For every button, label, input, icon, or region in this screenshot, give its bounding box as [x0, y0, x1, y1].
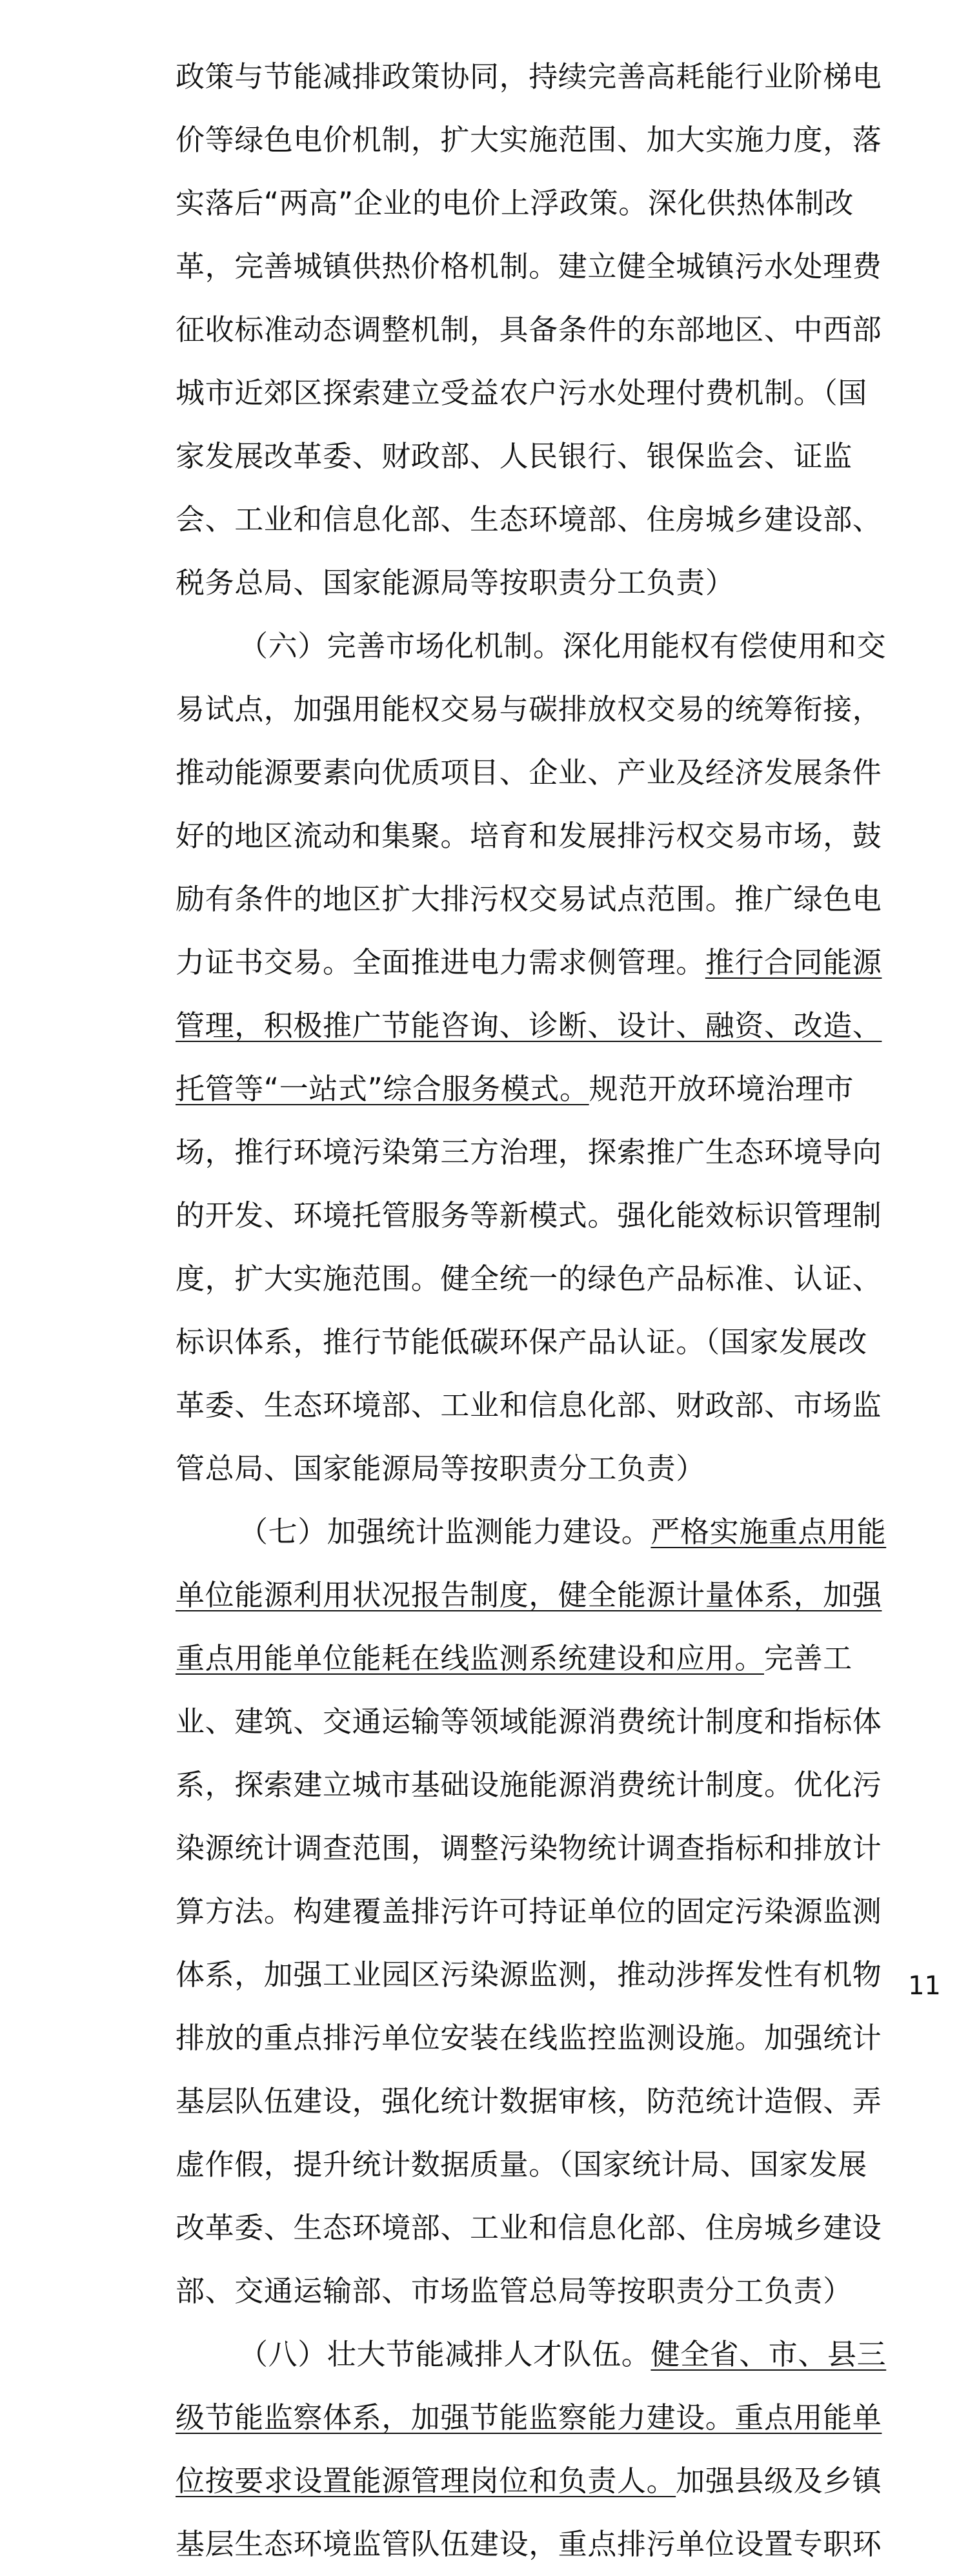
text-line [176, 1374, 932, 1437]
text-line [176, 1627, 932, 1690]
text-segment: 规范开放环境治理市 [589, 1072, 854, 1106]
page-number: 11 [908, 1971, 941, 2001]
text-segment: 基层生态环境监管队伍建设，重点排污单位设置专职环 [176, 2527, 882, 2561]
text-line [176, 2513, 932, 2576]
text-segment: 染源统计调查范围，调整污染物统计调查指标和排放计 [176, 1831, 882, 1865]
text-segment: 的开发、环境托管服务等新模式。强化能效标识管理制 [176, 1198, 882, 1232]
text-segment: 完善工 [764, 1641, 852, 1675]
text-segment: （六）完善市场化机制。深化用能权有偿使用和交 [239, 629, 887, 663]
text-line [176, 1311, 932, 1374]
underlined-text: 重点用能单位能耗在线监测系统建设和应用。 [176, 1641, 765, 1675]
text-segment: 实落后“两高”企业的电价上浮政策。深化供热体制改 [176, 186, 854, 220]
text-segment: 征收标准动态调整机制，具备条件的东部地区、中西部 [176, 312, 882, 347]
text-segment: 部、交通运输部、市场监管总局等按职责分工负责） [176, 2274, 852, 2308]
text-segment: 虚作假，提升统计数据质量。（国家统计局、国家发展 [176, 2147, 867, 2182]
text-segment: 体系，加强工业园区污染源监测，推动涉挥发性有机物 [176, 1958, 882, 1992]
text-line [176, 2007, 932, 2070]
text-segment: 力证书交易。全面推进电力需求侧管理。 [176, 945, 705, 979]
text-line [176, 362, 932, 425]
text-segment: 系，探索建立城市基础设施能源消费统计制度。优化污 [176, 1768, 882, 1802]
text-line [176, 425, 932, 488]
text-line [176, 1817, 932, 1880]
text-line [176, 2196, 932, 2260]
text-line [176, 615, 932, 678]
text-line [176, 994, 932, 1058]
text-segment: 算方法。构建覆盖排污许可持证单位的固定污染源监测 [176, 1894, 882, 1928]
text-segment: 基层队伍建设，强化统计数据审核，防范统计造假、弄 [176, 2084, 882, 2118]
underlined-text: 位按要求设置能源管理岗位和负责人。 [176, 2464, 676, 2498]
text-line [176, 1437, 932, 1500]
text-segment: 会、工业和信息化部、生态环境部、住房城乡建设部、 [176, 502, 882, 537]
underlined-text: 管理，积极推广节能咨询、诊断、设计、融资、改造、 [176, 1008, 882, 1043]
text-segment: 推动能源要素向优质项目、企业、产业及经济发展条件 [176, 755, 882, 790]
text-segment: 城市近郊区探索建立受益农户污水处理付费机制。（国 [176, 376, 867, 410]
text-line [176, 1690, 932, 1753]
text-segment: （八）壮大节能减排人才队伍。 [239, 2337, 651, 2371]
text-line [176, 2323, 932, 2386]
text-line [176, 1500, 932, 1564]
text-line [176, 298, 932, 362]
text-line [176, 45, 932, 108]
text-segment: 加强县级及乡镇 [676, 2464, 882, 2498]
text-line [176, 551, 932, 615]
underlined-text: 单位能源利用状况报告制度，健全能源计量体系，加强 [176, 1578, 882, 1612]
text-segment: 改革委、生态环境部、工业和信息化部、住房城乡建设 [176, 2211, 882, 2245]
text-segment: 业、建筑、交通运输等领域能源消费统计制度和指标体 [176, 1704, 882, 1739]
text-segment: 排放的重点排污单位安装在线监控监测设施。加强统计 [176, 2021, 882, 2055]
text-segment: 好的地区流动和集聚。培育和发展排污权交易市场，鼓 [176, 819, 882, 853]
text-line [176, 2070, 932, 2133]
text-line [176, 1058, 932, 1121]
text-line [176, 1753, 932, 1817]
text-line [176, 108, 932, 172]
text-line [176, 488, 932, 551]
document-body [176, 45, 932, 2576]
text-segment: 易试点，加强用能权交易与碳排放权交易的统筹衔接， [176, 692, 882, 726]
text-segment: 励有条件的地区扩大排污权交易试点范围。推广绿色电 [176, 882, 882, 916]
text-line [176, 1184, 932, 1247]
text-line [176, 235, 932, 298]
text-segment: 场，推行环境污染第三方治理，探索推广生态环境导向 [176, 1135, 882, 1169]
text-line [176, 741, 932, 804]
text-line [176, 2386, 932, 2449]
text-line [176, 172, 932, 235]
underlined-text: 托管等“一站式”综合服务模式。 [176, 1072, 589, 1106]
underlined-text: 健全省、市、县三 [650, 2337, 887, 2371]
text-line [176, 1247, 932, 1311]
text-segment: 管总局、国家能源局等按职责分工负责） [176, 1451, 705, 1486]
text-line [176, 1880, 932, 1943]
text-segment: 价等绿色电价机制，扩大实施范围、加大实施力度，落 [176, 123, 882, 157]
text-line [176, 1564, 932, 1627]
text-segment: 标识体系，推行节能低碳环保产品认证。（国家发展改 [176, 1325, 867, 1359]
text-line [176, 2133, 932, 2196]
underlined-text: 严格实施重点用能 [650, 1515, 887, 1549]
text-segment: 家发展改革委、财政部、人民银行、银保监会、证监 [176, 439, 852, 473]
text-segment: 度，扩大实施范围。健全统一的绿色产品标准、认证、 [176, 1262, 882, 1296]
text-line [176, 804, 932, 868]
text-line [176, 931, 932, 994]
text-segment: （七）加强统计监测能力建设。 [239, 1515, 651, 1549]
text-line [176, 2260, 932, 2323]
text-segment: 税务总局、国家能源局等按职责分工负责） [176, 566, 735, 600]
text-line [176, 868, 932, 931]
text-segment: 政策与节能减排政策协同，持续完善高耗能行业阶梯电 [176, 59, 882, 94]
text-line [176, 1121, 932, 1184]
text-segment: 革，完善城镇供热价格机制。建立健全城镇污水处理费 [176, 249, 882, 283]
underlined-text: 推行合同能源 [705, 945, 882, 979]
text-segment: 革委、生态环境部、工业和信息化部、财政部、市场监 [176, 1388, 882, 1422]
text-line [176, 2449, 932, 2513]
text-line [176, 678, 932, 741]
text-line [176, 1943, 932, 2007]
underlined-text: 级节能监察体系，加强节能监察能力建设。重点用能单 [176, 2400, 882, 2435]
